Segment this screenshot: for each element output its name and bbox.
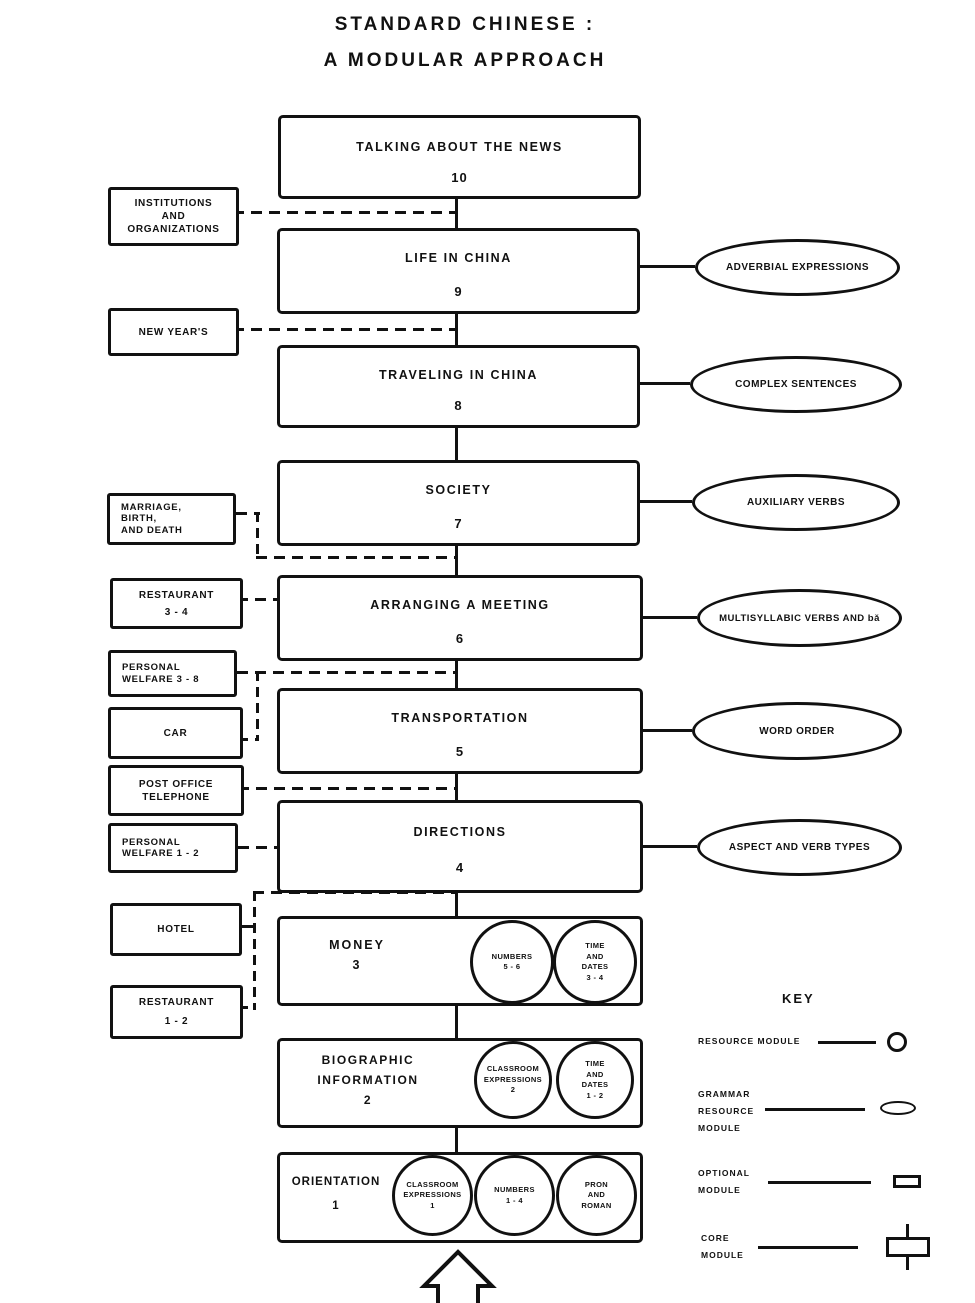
key-line-grammar xyxy=(765,1108,865,1111)
resource-circle-time-dates-3-4 xyxy=(553,920,637,1004)
dashed-link-welfare12 xyxy=(238,846,278,849)
grammar-oval-complex xyxy=(690,356,902,413)
optional-module-restaurant-1-2 xyxy=(110,985,243,1039)
dashed-link-newyears xyxy=(233,328,455,331)
dashed-link-institutions xyxy=(233,211,455,214)
resource-line: ROMAN xyxy=(581,1200,612,1210)
resource-line: 2 xyxy=(510,1085,516,1095)
key-line-resource xyxy=(818,1041,876,1044)
grammar-oval-multisyllabic xyxy=(697,589,902,647)
grammar-oval-label: COMPLEX SENTENCES xyxy=(735,379,857,390)
resource-line: 1 - 2 xyxy=(586,1090,604,1100)
resource-line: NUMBERS xyxy=(494,1185,535,1194)
core-module-box-4 xyxy=(277,800,643,893)
optional-module-rectangle-icon xyxy=(893,1175,921,1188)
page-title-line-2: A MODULAR APPROACH xyxy=(323,50,607,71)
optional-module-label: INSTITUTIONS xyxy=(134,198,213,209)
key-label-resource-module xyxy=(698,1033,800,1050)
grammar-oval-auxiliary xyxy=(692,474,900,531)
link-6-multisyllabic xyxy=(637,616,697,619)
core-module-number: 1 xyxy=(332,1200,340,1212)
core-module-title: TALKING ABOUT THE NEWS xyxy=(356,140,563,154)
grammar-oval-aspect xyxy=(697,819,902,876)
key-label-line: RESOURCE MODULE xyxy=(698,1036,801,1046)
resource-line: 1 xyxy=(430,1200,435,1210)
optional-module-label: AND DEATH xyxy=(121,524,183,536)
link-4-aspect xyxy=(637,845,697,848)
core-module-number: 7 xyxy=(454,516,463,531)
core-module-title: LIFE IN CHINA xyxy=(405,251,512,265)
resource-circle-classroom-1 xyxy=(392,1155,473,1236)
optional-module-hotel xyxy=(110,903,242,956)
optional-module-label: TELEPHONE xyxy=(142,791,210,803)
dashed-link-welfare38 xyxy=(237,671,457,674)
core-module-box-5 xyxy=(277,688,643,774)
resource-line: CLASSROOM xyxy=(486,1064,540,1074)
link-5-wordorder xyxy=(637,729,692,732)
key-label-line: CORE xyxy=(701,1233,730,1243)
resource-line: 5 - 6 xyxy=(503,962,521,971)
grammar-oval-label: ADVERBIAL EXPRESSIONS xyxy=(725,262,870,273)
core-module-number: 10 xyxy=(451,170,468,185)
grammar-oval-adverbial xyxy=(695,239,900,296)
key-label-grammar-module xyxy=(698,1086,754,1137)
core-module-number: 3 xyxy=(352,958,362,972)
optional-module-label: MARRIAGE, xyxy=(121,501,182,513)
link-8-complex xyxy=(634,382,690,385)
resource-line: AND xyxy=(587,1190,606,1200)
core-module-title-block xyxy=(288,1050,448,1110)
optional-module-label: RESTAURANT xyxy=(138,997,215,1008)
core-module-number: 5 xyxy=(455,744,465,759)
core-module-title-block xyxy=(292,935,422,975)
key-line-core xyxy=(758,1246,858,1249)
resource-line: 1 - 4 xyxy=(505,1195,523,1205)
core-module-number: 6 xyxy=(455,631,465,646)
resource-line: AND xyxy=(586,951,604,961)
flow-entry-arrow-icon xyxy=(410,1240,510,1303)
optional-module-label: RESTAURANT xyxy=(138,589,215,601)
resource-line: AND xyxy=(586,1069,604,1079)
resource-line: TIME xyxy=(585,941,605,950)
core-module-title: ORIENTATION xyxy=(291,1176,381,1188)
grammar-oval-label: AUXILIARY VERBS xyxy=(746,497,846,508)
key-label-optional-module xyxy=(698,1165,750,1199)
resource-line: EXPRESSIONS xyxy=(483,1074,543,1084)
link-7-auxiliary xyxy=(634,500,692,503)
core-module-title-line-2: INFORMATION xyxy=(317,1073,419,1087)
optional-module-institutions xyxy=(108,187,239,246)
grammar-oval-label: MULTISYLLABIC VERBS AND bǎ xyxy=(719,612,880,624)
optional-module-label: 1 - 2 xyxy=(164,1016,189,1027)
page-title-line-1: STANDARD CHINESE : xyxy=(334,14,596,35)
core-icon-body xyxy=(886,1237,930,1257)
dashed-link-marriage-h2 xyxy=(256,556,457,559)
dashed-link-marriage-v xyxy=(256,512,259,559)
resource-circle-time-dates-1-2 xyxy=(556,1041,634,1119)
link-9-adverbial xyxy=(634,265,695,268)
resource-circle-pron-roman xyxy=(556,1155,637,1236)
core-module-title: DIRECTIONS xyxy=(413,825,507,839)
grammar-oval-wordorder xyxy=(692,702,902,760)
optional-module-car xyxy=(108,707,243,759)
optional-module-label: AND xyxy=(161,211,186,222)
grammar-module-ellipse-icon xyxy=(880,1101,916,1115)
grammar-oval-label: WORD ORDER xyxy=(759,725,835,737)
core-module-number: 9 xyxy=(454,284,463,299)
core-module-title-block xyxy=(282,1170,390,1218)
optional-module-label: NEW YEAR'S xyxy=(138,326,209,338)
resource-line: TIME xyxy=(585,1059,605,1068)
key-label-line: OPTIONAL xyxy=(698,1168,750,1178)
core-module-title: MONEY xyxy=(329,938,385,952)
core-module-number: 4 xyxy=(455,860,465,875)
resource-line: NUMBERS xyxy=(491,951,533,961)
key-title: KEY xyxy=(782,991,815,1006)
optional-module-label: HOTEL xyxy=(157,924,195,935)
core-module-number: 2 xyxy=(363,1093,373,1107)
optional-module-welfare-1-2 xyxy=(108,823,238,873)
dashed-link-restaurant34 xyxy=(237,598,277,601)
optional-module-label: 3 - 4 xyxy=(164,606,189,618)
key-label-line: GRAMMAR xyxy=(698,1089,751,1099)
core-module-title: TRAVELING IN CHINA xyxy=(378,368,539,382)
optional-module-label: BIRTH, xyxy=(121,513,157,525)
key-label-line: RESOURCE xyxy=(698,1106,755,1116)
core-module-box-6 xyxy=(277,575,643,661)
optional-module-postoffice xyxy=(108,765,244,816)
dashed-link-postoffice xyxy=(238,787,457,790)
core-module-rectangle-icon xyxy=(886,1224,930,1270)
resource-line: DATES xyxy=(581,962,609,971)
optional-module-restaurant-3-4 xyxy=(110,578,243,629)
dashed-link-hotel-v xyxy=(253,891,256,1010)
grammar-oval-label: ASPECT AND VERB TYPES xyxy=(728,842,871,853)
optional-module-newyears xyxy=(108,308,239,356)
resource-line: PRON xyxy=(584,1179,609,1189)
resource-line: EXPRESSIONS xyxy=(403,1190,462,1200)
resource-line: DATES xyxy=(581,1080,609,1089)
resource-circle-numbers-1-4 xyxy=(474,1155,555,1236)
core-module-box-10 xyxy=(278,115,641,199)
optional-module-label: ORGANIZATIONS xyxy=(127,224,220,235)
core-module-title: SOCIETY xyxy=(425,483,492,497)
optional-module-welfare-3-8 xyxy=(108,650,237,697)
core-module-title-line-1: BIOGRAPHIC xyxy=(321,1053,415,1067)
core-module-box-7 xyxy=(277,460,640,546)
optional-module-label: PERSONAL xyxy=(122,836,181,848)
core-module-number: 8 xyxy=(454,398,463,413)
optional-module-label: CAR xyxy=(163,727,188,739)
resource-line: 3 - 4 xyxy=(586,972,604,982)
resource-module-circle-icon xyxy=(887,1032,907,1052)
core-module-title: ARRANGING A MEETING xyxy=(370,598,550,612)
optional-module-label: PERSONAL xyxy=(122,662,181,673)
optional-module-label: WELFARE 3 - 8 xyxy=(122,673,200,685)
optional-module-label: POST OFFICE xyxy=(138,778,214,790)
key-label-line: MODULE xyxy=(698,1123,741,1133)
resource-line: CLASSROOM xyxy=(406,1179,459,1189)
resource-circle-classroom-2 xyxy=(474,1041,552,1119)
core-module-box-8 xyxy=(277,345,640,428)
key-line-optional xyxy=(768,1181,871,1184)
resource-circle-numbers-5-6 xyxy=(470,920,554,1004)
core-module-title: TRANSPORTATION xyxy=(391,711,529,725)
key-label-line: MODULE xyxy=(701,1250,744,1260)
optional-module-label: WELFARE 1 - 2 xyxy=(122,848,200,859)
dashed-link-car-v xyxy=(256,671,259,741)
key-label-line: MODULE xyxy=(698,1185,741,1195)
optional-module-marriage xyxy=(107,493,236,545)
key-label-core-module xyxy=(701,1230,744,1264)
core-module-box-9 xyxy=(277,228,640,314)
